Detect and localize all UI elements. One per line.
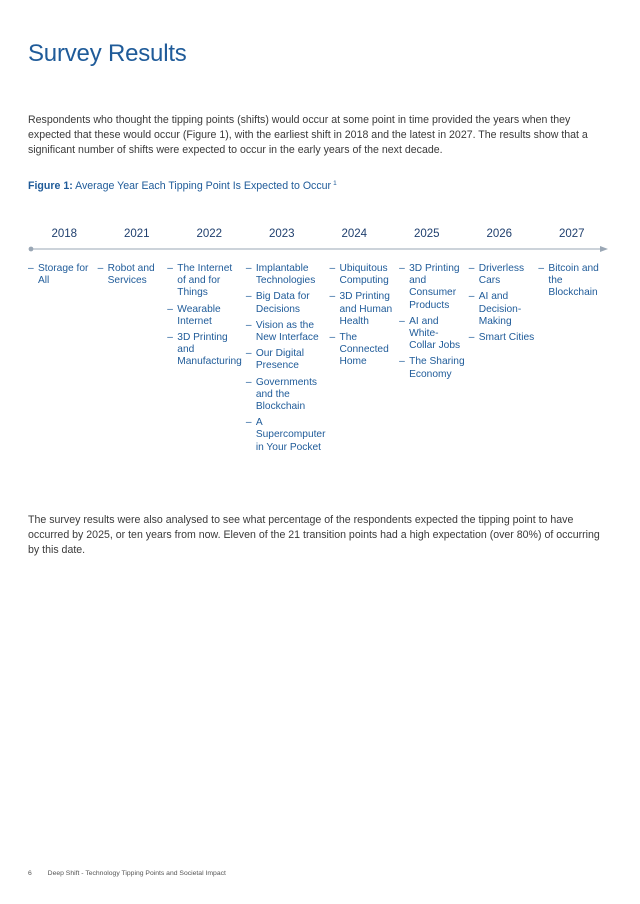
dash-bullet: – xyxy=(245,348,252,360)
dash-bullet: – xyxy=(468,332,475,344)
tipping-point-item xyxy=(246,417,326,454)
page-number: 6 xyxy=(28,870,32,877)
year-label: 2022 xyxy=(196,228,223,240)
year-label: 2023 xyxy=(268,228,295,240)
year-column-2026 xyxy=(469,263,539,348)
tipping-point-label: 3D Printing and Consumer Products xyxy=(409,263,460,311)
tipping-point-label: Implantable Technologies xyxy=(255,263,316,287)
tipping-point-label: Ubiquitous Computing xyxy=(339,263,389,287)
tipping-point-item xyxy=(98,263,164,287)
tipping-point-label: AI and White-Collar Jobs xyxy=(409,315,461,352)
tipping-point-item xyxy=(246,377,326,414)
timeline-years xyxy=(28,228,608,242)
tipping-point-label: 3D Printing and Manufacturing xyxy=(177,332,242,368)
timeline-columns xyxy=(28,263,608,458)
tipping-point-label: Wearable Internet xyxy=(177,303,221,327)
tipping-point-label: Governments and the Blockchain xyxy=(255,376,317,413)
year-label: 2026 xyxy=(486,228,513,240)
year-label: 2025 xyxy=(413,228,440,240)
tipping-point-item xyxy=(167,304,242,328)
tipping-point-item xyxy=(167,332,242,369)
year-column-2022 xyxy=(167,263,246,373)
tipping-point-item xyxy=(399,356,465,380)
tipping-point-item xyxy=(246,291,326,315)
dash-bullet: – xyxy=(468,263,475,274)
year-label: 2027 xyxy=(558,228,585,240)
year-column-2027 xyxy=(538,263,608,304)
tipping-point-item xyxy=(399,263,465,312)
tipping-point-label: Bitcoin and the Blockchain xyxy=(548,263,599,299)
dash-bullet: – xyxy=(245,417,252,429)
figure-label: Figure 1: xyxy=(28,180,73,192)
tipping-point-item xyxy=(538,263,604,300)
tipping-point-label: The Connected Home xyxy=(339,332,389,368)
tipping-point-item xyxy=(469,332,535,344)
year-label: 2018 xyxy=(51,228,78,240)
tipping-point-item xyxy=(167,263,242,300)
dash-bullet: – xyxy=(538,263,545,274)
page-footer xyxy=(28,870,226,877)
tipping-point-item xyxy=(28,263,94,287)
intro-paragraph: Respondents who thought the tipping points (shifts) would occur at some point in time provided the years when they expected that these would occur (Figure 1), with the earliest shift in 2018 and the latest in 2027. The results show that a significant number of shifts were expected to occur in the early years of the next decade. xyxy=(28,114,588,157)
tipping-point-label: Storage for All xyxy=(38,263,89,287)
dash-bullet: – xyxy=(399,315,405,327)
dash-bullet: – xyxy=(399,356,405,368)
dash-bullet: – xyxy=(399,263,405,274)
dash-bullet: – xyxy=(468,291,475,303)
dash-bullet: – xyxy=(245,376,252,388)
tipping-point-label: The Internet of and for Things xyxy=(177,263,233,299)
tipping-point-label: Big Data for Decisions xyxy=(255,291,310,315)
tipping-point-item xyxy=(329,332,395,369)
year-column-2018 xyxy=(28,263,98,291)
tipping-point-item xyxy=(246,320,326,344)
dash-bullet: – xyxy=(245,291,252,303)
year-column-2024 xyxy=(329,263,399,373)
outro-paragraph: The survey results were also analysed to see what percentage of the respondents expected the tipping point to have occurred by 2025, or ten years from now. Eleven of the 21 transition points had a high expectation (over 80%) of occurring by this date. xyxy=(28,514,600,557)
dash-bullet: – xyxy=(245,319,252,331)
tipping-point-item xyxy=(469,263,535,287)
tipping-point-label: 3D Printing and Human Health xyxy=(339,291,393,327)
tipping-point-label: The Sharing Economy xyxy=(409,356,465,380)
year-column-2025 xyxy=(399,263,469,385)
dash-bullet: – xyxy=(329,291,336,303)
tipping-point-label: Our Digital Presence xyxy=(255,348,304,372)
dash-bullet: – xyxy=(28,263,34,274)
tipping-point-item xyxy=(246,348,326,372)
timeline-axis xyxy=(28,246,608,252)
figure-title: Average Year Each Tipping Point Is Expected to Occur xyxy=(75,180,332,192)
tipping-point-item xyxy=(329,263,395,287)
dash-bullet: – xyxy=(167,263,173,274)
tipping-point-label: Robot and Services xyxy=(107,263,155,287)
tipping-point-label: Vision as the New Interface xyxy=(255,319,319,344)
footer-text: Deep Shift - Technology Tipping Points and Societal Impact xyxy=(47,870,226,877)
tipping-point-label: A Supercomputer in Your Pocket xyxy=(255,417,326,453)
tipping-point-item xyxy=(399,316,465,353)
year-label: 2021 xyxy=(123,228,150,240)
tipping-point-item xyxy=(246,263,326,287)
tipping-point-label: AI and Decision-Making xyxy=(478,291,522,327)
dash-bullet: – xyxy=(329,332,336,344)
tipping-point-item xyxy=(329,291,395,328)
figure-footnote-marker: 1 xyxy=(333,180,337,187)
dash-bullet: – xyxy=(167,332,173,344)
dash-bullet: – xyxy=(167,303,173,315)
timeline-axis-arrow-icon xyxy=(600,246,608,252)
dash-bullet: – xyxy=(245,263,252,274)
tipping-point-label: Driverless Cars xyxy=(478,263,525,287)
dash-bullet: – xyxy=(97,263,104,274)
page-title: Survey Results xyxy=(28,40,187,67)
dash-bullet: – xyxy=(329,263,336,274)
year-label: 2024 xyxy=(341,228,368,240)
year-column-2021 xyxy=(98,263,168,291)
year-column-2023 xyxy=(246,263,330,458)
figure-caption xyxy=(28,180,337,192)
tipping-point-item xyxy=(469,291,535,328)
tipping-point-label: Smart Cities xyxy=(478,332,535,344)
